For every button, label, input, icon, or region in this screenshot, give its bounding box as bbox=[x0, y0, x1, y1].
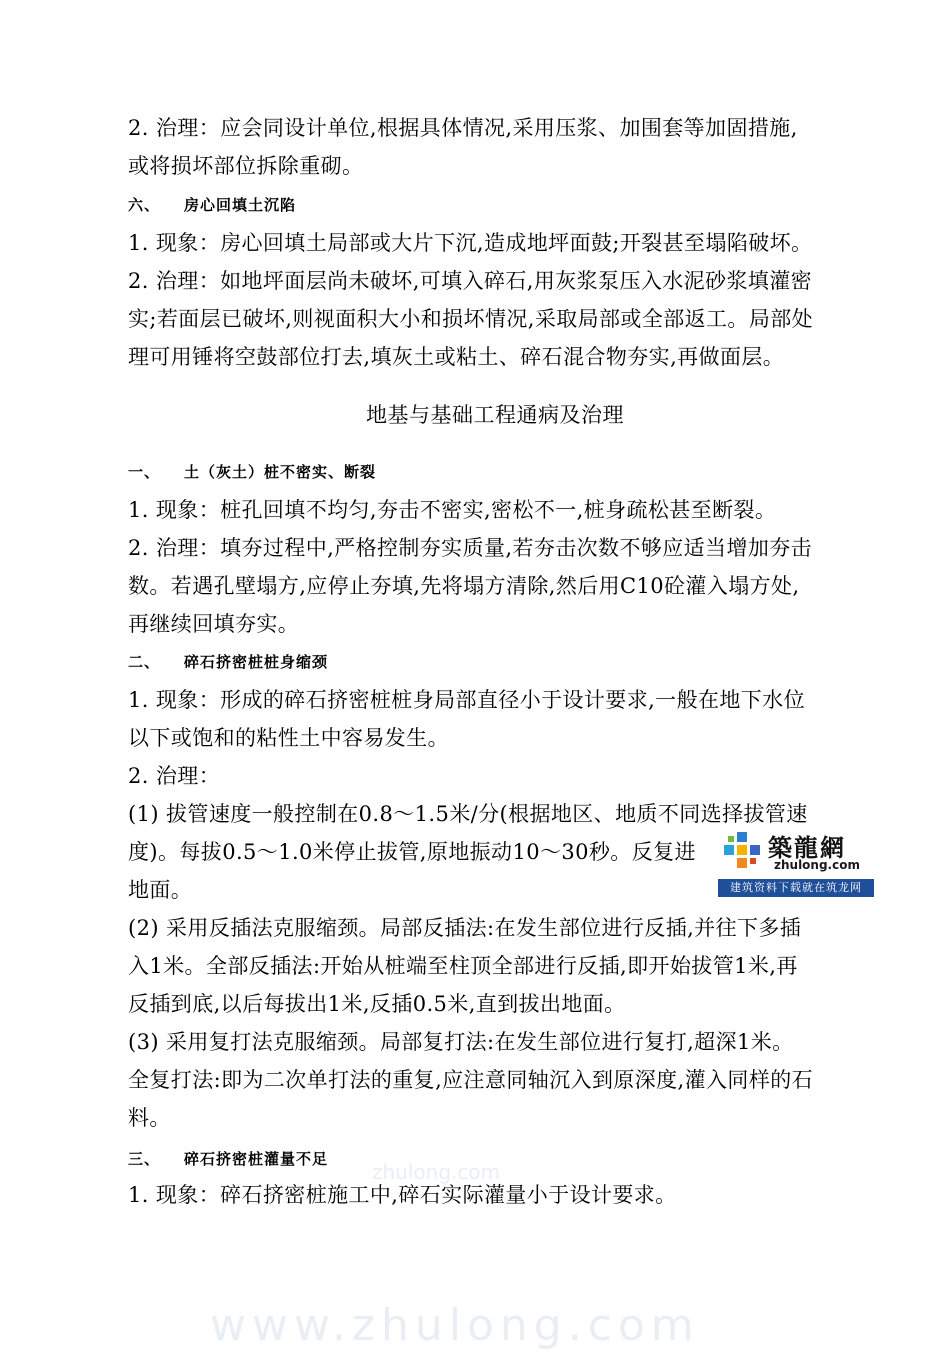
paragraph-line: 料。 bbox=[128, 1106, 171, 1130]
watermark-brand-name: 築龍網 bbox=[768, 834, 846, 862]
section-heading-number: 六、 bbox=[128, 196, 161, 214]
chapter-title: 地基与基础工程通病及治理 bbox=[366, 403, 624, 427]
paragraph-line: 实;若面层已破坏,则视面积大小和损坏情况,采取局部或全部返工。局部处 bbox=[128, 307, 814, 331]
section-heading-number: 三、 bbox=[128, 1150, 161, 1168]
section-heading-text: 碎石挤密桩桩身缩颈 bbox=[184, 653, 329, 671]
paragraph-line: 2. 治理： bbox=[128, 764, 221, 788]
paragraph-line: 度)。每拔0.5～1.0米停止拔管,原地振动10～30秒。反复进 bbox=[128, 840, 696, 864]
paragraph-line: 1. 现象：房心回填土局部或大片下沉,造成地坪面鼓;开裂甚至塌陷破坏。 bbox=[128, 231, 813, 255]
zhulong-logo-icon bbox=[722, 830, 762, 870]
paragraph-line: 理可用锤将空鼓部位打去,填灰土或粘土、碎石混合物夯实,再做面层。 bbox=[128, 345, 785, 369]
paragraph-line: 1. 现象：碎石挤密桩施工中,碎石实际灌量小于设计要求。 bbox=[128, 1183, 677, 1207]
paragraph-line: 2. 治理：如地坪面层尚未破坏,可填入碎石,用灰浆泵压入水泥砂浆填灌密 bbox=[128, 269, 813, 293]
watermark-slogan: 建筑资料下载就在筑龙网 bbox=[718, 879, 874, 897]
section-heading bbox=[128, 463, 376, 481]
paragraph-line: (1) 拔管速度一般控制在0.8～1.5米/分(根据地区、地质不同选择拔管速 bbox=[128, 802, 808, 826]
paragraph-line: 2. 治理：填夯过程中,严格控制夯实质量,若夯击次数不够应适当增加夯击 bbox=[128, 536, 813, 560]
paragraph-line: (2) 采用反插法克服缩颈。局部反插法:在发生部位进行反插,并往下多插 bbox=[128, 916, 802, 940]
faint-watermark: www.zhulong.com bbox=[210, 1300, 700, 1351]
paragraph-line: (3) 采用复打法克服缩颈。局部复打法:在发生部位进行复打,超深1米。 bbox=[128, 1030, 794, 1054]
watermark-domain: zhulong.com bbox=[774, 858, 860, 872]
paragraph-line: 2. 治理：应会同设计单位,根据具体情况,采用压浆、加围套等加固措施, bbox=[128, 116, 798, 140]
paragraph-line: 或将损坏部位拆除重砌。 bbox=[128, 154, 364, 178]
paragraph-line: 全复打法:即为二次单打法的重复,应注意同轴沉入到原深度,灌入同样的石 bbox=[128, 1068, 814, 1092]
faint-watermark: zhulong.com bbox=[372, 1160, 501, 1184]
section-heading-number: 二、 bbox=[128, 653, 161, 671]
section-heading-number: 一、 bbox=[128, 463, 161, 481]
section-heading-text: 土（灰土）桩不密实、断裂 bbox=[184, 463, 377, 481]
section-heading-text: 碎石挤密桩灌量不足 bbox=[184, 1150, 329, 1168]
paragraph-line: 数。若遇孔壁塌方,应停止夯填,先将塌方清除,然后用C10砼灌入塌方处, bbox=[128, 574, 800, 598]
section-heading bbox=[128, 196, 296, 214]
paragraph-line: 入1米。全部反插法:开始从桩端至柱顶全部进行反插,即开始拔管1米,再 bbox=[128, 954, 798, 978]
paragraph-line: 1. 现象：形成的碎石挤密桩桩身局部直径小于设计要求,一般在地下水位 bbox=[128, 688, 805, 712]
paragraph-line: 反插到底,以后每拔出1米,反插0.5米,直到拔出地面。 bbox=[128, 992, 626, 1016]
paragraph-line: 再继续回填夯实。 bbox=[128, 612, 300, 636]
paragraph-line: 地面。 bbox=[128, 878, 193, 902]
zhulong-watermark bbox=[716, 826, 874, 898]
paragraph-line: 1. 现象：桩孔回填不均匀,夯击不密实,密松不一,桩身疏松甚至断裂。 bbox=[128, 498, 777, 522]
section-heading-text: 房心回填土沉陷 bbox=[184, 196, 297, 214]
section-heading bbox=[128, 1150, 328, 1168]
section-heading bbox=[128, 653, 328, 671]
paragraph-line: 以下或饱和的粘性土中容易发生。 bbox=[128, 726, 449, 750]
